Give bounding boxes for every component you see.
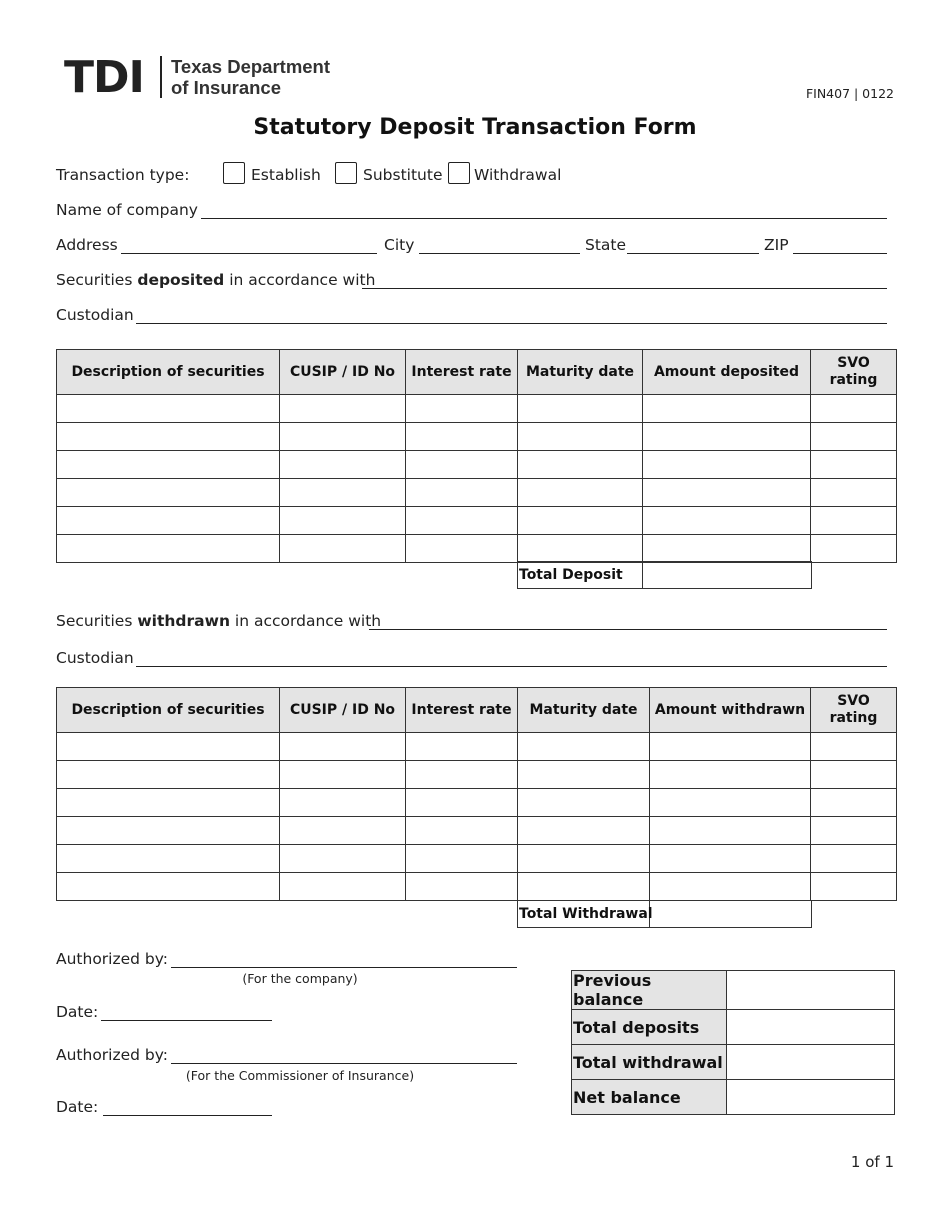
cell[interactable]	[406, 761, 518, 789]
table-row	[57, 451, 897, 479]
cell[interactable]	[280, 535, 406, 563]
deposit-prefix: Securities	[56, 271, 133, 289]
deposit-keyword: deposited	[137, 271, 225, 289]
cell[interactable]	[643, 535, 811, 563]
col-cusip: CUSIP / ID No	[280, 350, 406, 395]
commissioner-authorized-label: Authorized by:	[56, 1046, 169, 1064]
logo-line-1: Texas Department	[171, 56, 331, 77]
cell[interactable]	[406, 789, 518, 817]
withdrawn-suffix: in accordance with	[234, 612, 382, 630]
cell[interactable]	[57, 507, 280, 535]
cell[interactable]	[57, 817, 280, 845]
state-label: State	[585, 236, 627, 254]
cell[interactable]	[57, 479, 280, 507]
table-row	[57, 873, 897, 901]
state-field[interactable]	[627, 253, 759, 254]
cell[interactable]	[650, 845, 811, 873]
city-label: City	[384, 236, 415, 254]
total-deposit-field[interactable]	[643, 562, 812, 589]
table-row	[57, 423, 897, 451]
cell[interactable]	[280, 451, 406, 479]
cell[interactable]	[57, 423, 280, 451]
cell[interactable]	[643, 451, 811, 479]
cell[interactable]	[811, 507, 897, 535]
net-balance-field[interactable]	[727, 1080, 895, 1115]
securities-deposited-label	[56, 270, 375, 290]
cell[interactable]	[406, 479, 518, 507]
cell[interactable]	[57, 873, 280, 901]
cell[interactable]	[643, 507, 811, 535]
col-description: Description of securities	[57, 350, 280, 395]
table-row	[57, 789, 897, 817]
net-balance-label: Net balance	[572, 1080, 727, 1115]
cell[interactable]	[811, 845, 897, 873]
cell[interactable]	[518, 761, 650, 789]
cell[interactable]	[650, 789, 811, 817]
logo-divider	[160, 56, 162, 98]
total-deposits-label: Total deposits	[572, 1010, 727, 1045]
cell[interactable]	[280, 873, 406, 901]
company-date-label: Date:	[56, 1003, 99, 1021]
cell[interactable]	[811, 535, 897, 563]
total-withdrawal-balance-field[interactable]	[727, 1045, 895, 1080]
total-withdrawal-row	[517, 900, 812, 928]
table-row	[57, 733, 897, 761]
company-authorized-label: Authorized by:	[56, 950, 169, 968]
withdrawn-keyword: withdrawn	[137, 612, 230, 630]
cell[interactable]	[518, 845, 650, 873]
cell[interactable]	[518, 451, 643, 479]
withdrawn-prefix: Securities	[56, 612, 133, 630]
cell[interactable]	[280, 395, 406, 423]
cell[interactable]	[57, 451, 280, 479]
cell[interactable]	[518, 423, 643, 451]
col-interest-rate: Interest rate	[406, 350, 518, 395]
cell[interactable]	[406, 507, 518, 535]
commissioner-signature-field[interactable]	[171, 1063, 517, 1064]
col-amount-deposited: Amount deposited	[643, 350, 811, 395]
col-amount-withdrawn: Amount withdrawn	[650, 688, 811, 733]
cell[interactable]	[811, 479, 897, 507]
city-field[interactable]	[419, 253, 580, 254]
balance-table	[571, 970, 895, 1115]
previous-balance-label: Previous balance	[572, 971, 727, 1010]
balance-row	[572, 1080, 895, 1115]
cell[interactable]	[811, 873, 897, 901]
page-number: 1 of 1	[850, 1153, 894, 1171]
cell[interactable]	[518, 479, 643, 507]
cell[interactable]	[280, 507, 406, 535]
cell[interactable]	[280, 479, 406, 507]
substitute-label: Substitute	[363, 166, 443, 184]
total-deposits-field[interactable]	[727, 1010, 895, 1045]
withdrawal-authority-field[interactable]	[369, 629, 887, 630]
total-withdrawal-field[interactable]	[650, 901, 812, 928]
substitute-checkbox[interactable]	[335, 162, 357, 184]
deposit-table	[56, 349, 897, 563]
page-title: Statutory Deposit Transaction Form	[253, 115, 697, 140]
cell[interactable]	[811, 817, 897, 845]
deposit-header-row	[57, 350, 897, 395]
total-deposit-row	[517, 561, 812, 589]
table-row	[57, 395, 897, 423]
cell[interactable]	[650, 817, 811, 845]
cell[interactable]	[280, 845, 406, 873]
cell[interactable]	[406, 845, 518, 873]
cell[interactable]	[280, 733, 406, 761]
balance-row	[572, 1045, 895, 1080]
total-deposit-label: Total Deposit	[518, 562, 643, 589]
cell[interactable]	[280, 789, 406, 817]
col-maturity-date: Maturity date	[518, 688, 650, 733]
cell[interactable]	[811, 733, 897, 761]
cell[interactable]	[406, 535, 518, 563]
cell[interactable]	[57, 761, 280, 789]
cell[interactable]	[518, 817, 650, 845]
cell[interactable]	[811, 423, 897, 451]
col-svo-rating: SVO rating	[811, 350, 897, 395]
table-row	[57, 817, 897, 845]
for-commissioner-caption: (For the Commissioner of Insurance)	[185, 1068, 415, 1083]
cell[interactable]	[280, 423, 406, 451]
table-row	[57, 845, 897, 873]
cell[interactable]	[57, 395, 280, 423]
zip-field[interactable]	[793, 253, 887, 254]
address-label: Address	[56, 236, 118, 254]
cell[interactable]	[650, 733, 811, 761]
establish-checkbox[interactable]	[223, 162, 245, 184]
zip-label: ZIP	[764, 236, 789, 254]
cell[interactable]	[57, 789, 280, 817]
col-cusip: CUSIP / ID No	[280, 688, 406, 733]
cell[interactable]	[406, 873, 518, 901]
table-row	[57, 761, 897, 789]
cell[interactable]	[406, 733, 518, 761]
cell[interactable]	[643, 395, 811, 423]
table-row	[57, 479, 897, 507]
for-company-caption: (For the company)	[242, 971, 358, 986]
withdrawal-label: Withdrawal	[474, 166, 562, 184]
deposit-custodian-label: Custodian	[56, 306, 134, 324]
table-row	[57, 507, 897, 535]
logo-line-2: of Insurance	[171, 77, 281, 98]
tdi-logo-mark: TDI	[64, 52, 144, 103]
commissioner-date-field[interactable]	[103, 1115, 272, 1116]
col-svo-rating: SVO rating	[811, 688, 897, 733]
cell[interactable]	[406, 817, 518, 845]
cell[interactable]	[811, 451, 897, 479]
cell[interactable]	[406, 423, 518, 451]
withdrawal-custodian-label: Custodian	[56, 649, 134, 667]
cell[interactable]	[518, 535, 643, 563]
col-maturity-date: Maturity date	[518, 350, 643, 395]
table-row	[57, 535, 897, 563]
form-number: FIN407 | 0122	[805, 86, 894, 101]
cell[interactable]	[643, 479, 811, 507]
cell[interactable]	[406, 451, 518, 479]
cell[interactable]	[643, 423, 811, 451]
deposit-authority-field[interactable]	[362, 288, 887, 289]
cell[interactable]	[811, 789, 897, 817]
tdi-logo-text	[171, 56, 330, 98]
balance-row	[572, 971, 895, 1010]
cell[interactable]	[650, 761, 811, 789]
cell[interactable]	[57, 845, 280, 873]
balance-row	[572, 1010, 895, 1045]
cell[interactable]	[518, 507, 643, 535]
company-name-label: Name of company	[56, 201, 198, 219]
company-date-field[interactable]	[101, 1020, 272, 1021]
cell[interactable]	[57, 733, 280, 761]
cell[interactable]	[518, 733, 650, 761]
cell[interactable]	[406, 395, 518, 423]
transaction-type-label: Transaction type:	[56, 166, 190, 184]
cell[interactable]	[650, 873, 811, 901]
cell[interactable]	[811, 395, 897, 423]
cell[interactable]	[518, 873, 650, 901]
address-field[interactable]	[121, 253, 377, 254]
total-withdrawal-label: Total Withdrawal	[518, 901, 650, 928]
previous-balance-field[interactable]	[727, 971, 895, 1010]
commissioner-date-label: Date:	[56, 1098, 99, 1116]
cell[interactable]	[518, 789, 650, 817]
col-description: Description of securities	[57, 688, 280, 733]
company-signature-field[interactable]	[171, 967, 517, 968]
withdrawal-header-row	[57, 688, 897, 733]
securities-withdrawn-label	[56, 611, 381, 631]
company-name-field[interactable]	[201, 218, 887, 219]
withdrawal-checkbox[interactable]	[448, 162, 470, 184]
cell[interactable]	[518, 395, 643, 423]
deposit-custodian-field[interactable]	[136, 323, 887, 324]
withdrawal-table	[56, 687, 897, 901]
establish-label: Establish	[251, 166, 321, 184]
cell[interactable]	[280, 817, 406, 845]
cell[interactable]	[280, 761, 406, 789]
cell[interactable]	[57, 535, 280, 563]
withdrawal-custodian-field[interactable]	[136, 666, 887, 667]
cell[interactable]	[811, 761, 897, 789]
total-withdrawal-balance-label: Total withdrawal	[572, 1045, 727, 1080]
col-interest-rate: Interest rate	[406, 688, 518, 733]
deposit-suffix: in accordance with	[229, 271, 376, 289]
